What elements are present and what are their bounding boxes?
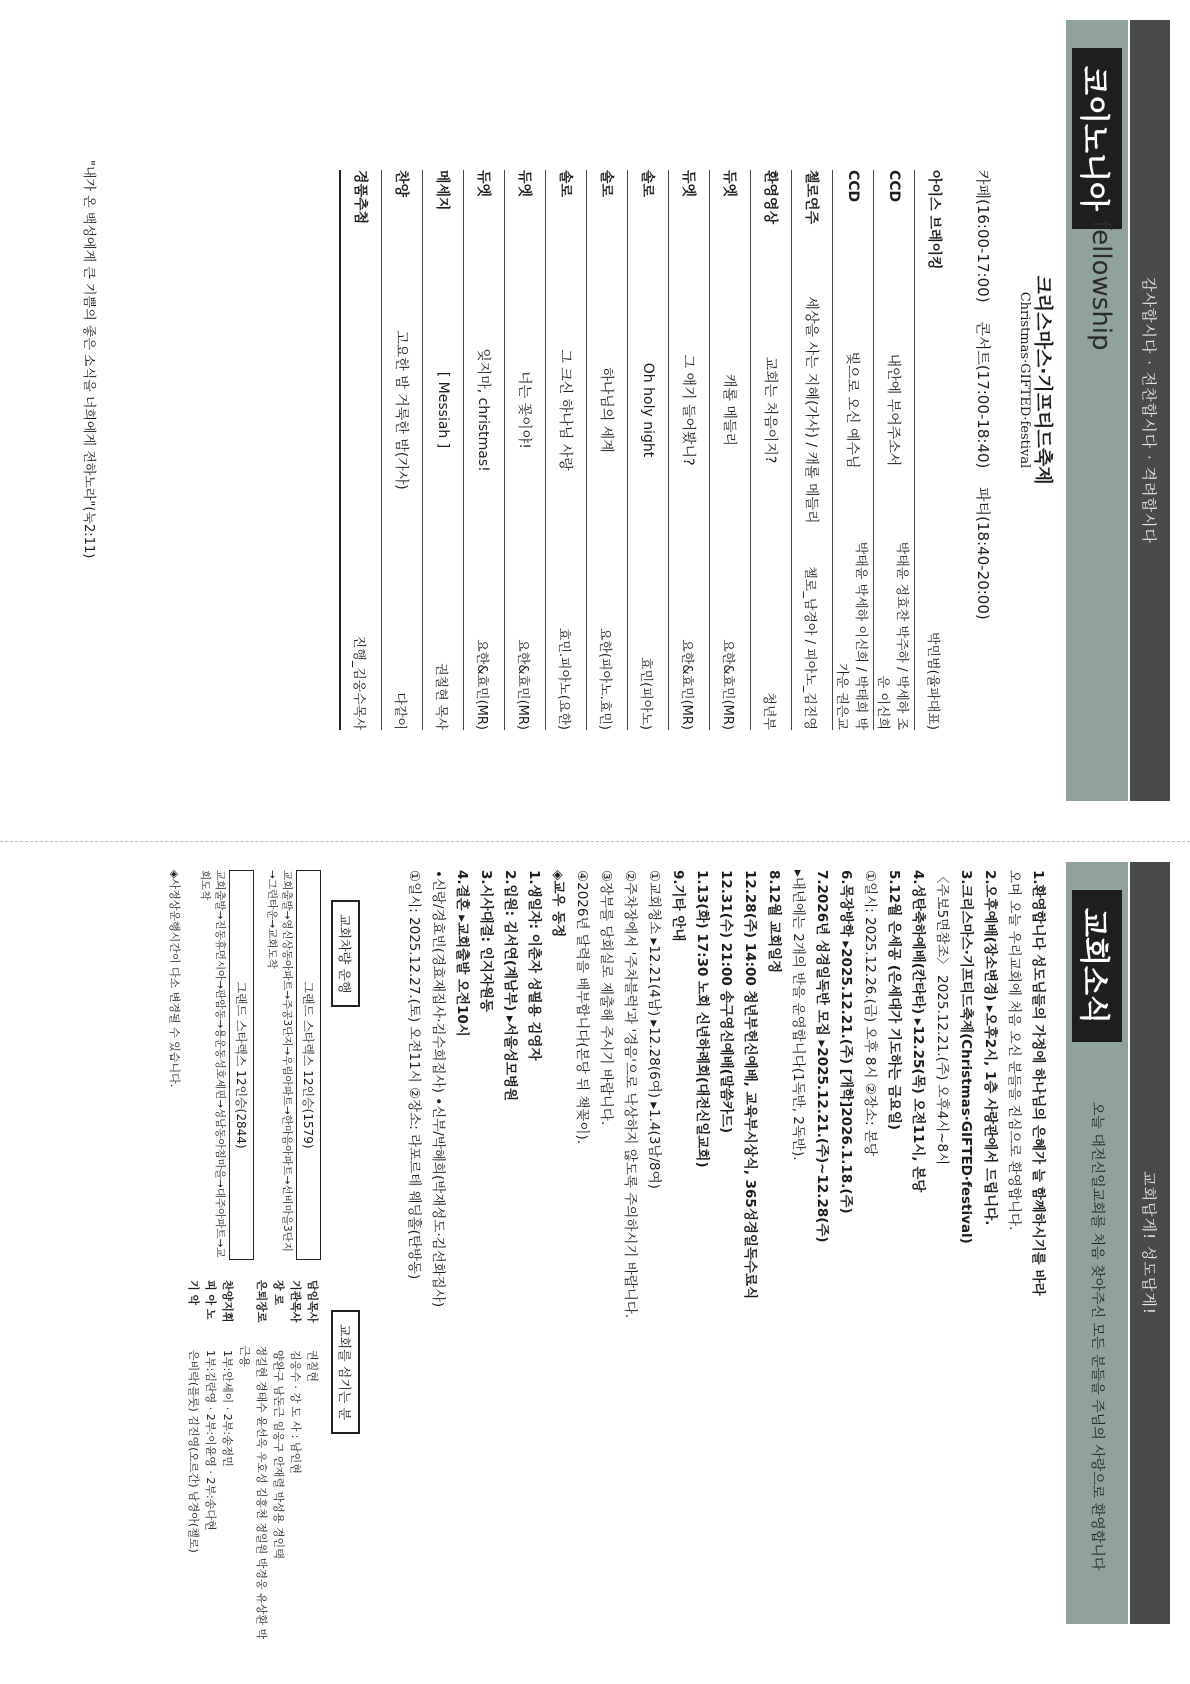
program-performer: 요한&효민(MR): [464, 540, 505, 730]
staff-row: [287, 1280, 304, 1640]
news-line: 2.오후예배(장소변경) ▸오후2시, 1층 사랑관에서 드립니다.: [982, 870, 998, 1226]
staff-row: [236, 1280, 270, 1640]
news-line: 2.입원: 김서연(계남부) ▸서울성모병원: [502, 870, 518, 1102]
program-row: [792, 170, 833, 730]
program-row: [915, 170, 956, 730]
program-item: 하나님의 세계: [587, 280, 628, 540]
staff-names: 김웅수 · 강 도 사 : 남인현: [289, 1350, 302, 1474]
news-line: 9.기타 안내: [670, 870, 686, 942]
staff-row: [304, 1280, 321, 1640]
program-item: 잊지마, christmas!: [464, 280, 505, 540]
program-item: 그 애기 들어봤니?: [669, 280, 710, 540]
program-performer: 박태윤 정효찬 박주하 / 박세하 조 운 이신희: [874, 540, 915, 730]
program-times: [973, 170, 994, 634]
program-type: 아이스 브레이킹: [915, 170, 956, 280]
program-item: [340, 280, 382, 540]
time-concert: 콘서트(17:00-18:40): [974, 321, 992, 469]
program-row: [587, 170, 628, 730]
program-performer: 요한(피아노.효민): [587, 540, 628, 730]
top-banner: 감사합시다 · 전찬합시다 · 격려합시다: [1130, 20, 1170, 801]
news-line: 〈주보5면참조〉 2025.12.21.(주) 오후4시~8시: [934, 870, 950, 1166]
program-item: Oh holy night: [628, 280, 669, 540]
program-type: 솔로: [587, 170, 628, 280]
news-line: 1.13(화) 17:30 노회 신년하례회(대전신일교회): [694, 870, 710, 1168]
staff-names: 1부:안세이 · 2부:송정민: [221, 1350, 234, 1467]
program-item: 빛으로 오신 예수님: [833, 280, 874, 540]
program-item: 캐롤 메들리: [710, 280, 751, 540]
program-item: 교회는 처음이지?: [751, 280, 792, 540]
section-subtitle: 오늘 대전신일교회를 처음 찾아주신 모든 분들을 주님의 사랑으로 환영합니다: [1089, 1102, 1105, 1571]
news-line: ④2026년 달력을 배부합니다(본당 뒤 책꽂이).: [574, 870, 590, 1145]
news-line: 4.결혼 ▸교회출발 오전10시: [454, 870, 470, 1037]
program-type: CCD: [874, 170, 915, 280]
program-performer: 박민범(율파대표): [915, 540, 956, 730]
news-line: 12.28(주) 14:00 청년부헌신예배, 교육부시상식, 365성경일독수료식: [742, 870, 758, 1300]
program-item: 세상을 사는 지혜(가사) / 캐롤 메들리: [792, 280, 833, 540]
program-performer: 다같이: [382, 540, 423, 730]
top-banner: 교회답게! 성도답게!: [1130, 862, 1170, 1624]
news-line: 6.목장방학 ▸2025.12.21.(주) [개학]2026.1.18.(주): [838, 870, 854, 1214]
program-performer: 요한&효민(MR): [505, 540, 546, 730]
staff-role: 장 로: [272, 1280, 285, 1306]
staff-names: 은비락(플룻) 김진영(오르간) 남경아(첼로): [187, 1350, 200, 1553]
program-type: 첼로연주: [792, 170, 833, 280]
staff-title: 교회를 섬기는 분: [331, 1310, 360, 1434]
time-cafe: 카페(16:00-17:00): [974, 170, 992, 303]
program-performer: 청년부: [751, 540, 792, 730]
program-type: 솔로: [546, 170, 587, 280]
news-line: 5.12월 은세공 (은세대가 기도하는 금요일): [886, 870, 902, 1131]
program-performer: 권칠현 목사: [423, 540, 464, 730]
staff-row: [185, 1280, 202, 1640]
news-line: ③장부를 당회실로 제출해 주시기 바랍니다.: [598, 870, 614, 1126]
news-line: 3.크리스마스·기프티드축제(Christmas·GIFTED·festival): [958, 870, 974, 1244]
program-item: [915, 280, 956, 540]
staff-role: 찬양지휘: [221, 1280, 234, 1323]
bus-1: 그랜드 스타렉스 12인승(1579): [296, 870, 321, 1260]
news-line: ◈교우 동정: [550, 870, 566, 938]
program-item: 고요한 밤 거룩한 밤(가사): [382, 280, 423, 540]
staff-role: 은퇴장로: [255, 1280, 268, 1323]
bus-note: ◈사정상운행시간이 다소 변경될 수 있습니다.: [168, 870, 181, 1088]
program-type: CCD: [833, 170, 874, 280]
staff-row: [202, 1280, 219, 1640]
news-line: ▸내년에는 2개의 반을 운영합니다(1독반, 2독반).: [790, 870, 806, 1161]
staff-names: 정길현 경태수 윤선옥 우호성 김홍천 정일원 박경웅 유상환 박근용: [238, 1345, 268, 1640]
program-row: [874, 170, 915, 730]
program-type: 환영영상: [751, 170, 792, 280]
news-line: ①일시: 2025.12.27.(토) 오전11시 ②장소: 라포르테 웨딩홀(탄방동): [406, 870, 422, 1280]
program-type: 듀엣: [710, 170, 751, 280]
news-line: 오며 오늘 우리교회에 처음 오신 분들을 진심으로 환영합니다.: [1006, 870, 1022, 1231]
section-header: [1066, 862, 1128, 1624]
news-list: [402, 870, 1050, 1630]
program-item: [ Messiah ]: [423, 280, 464, 540]
staff-role: 기관목사: [289, 1280, 302, 1323]
bus-1-route: 교회출발→영신상동아파트→주공3단지→우림아파트→한마음아파트→선비마을3단지→그린타운→교회도착: [266, 870, 293, 1252]
section-badge: 코이노니아: [1072, 48, 1122, 229]
staff-names: 양완구 남돈근 임웅구 안재렬 박성용 경인택: [272, 1350, 285, 1559]
program-item: 내안에 부어주소서: [874, 280, 915, 540]
news-line: 8.12월 교회일정: [766, 870, 782, 974]
news-line: 1.생일자: 이춘자 성필용 김영자: [526, 870, 542, 1061]
program-type: 솔로: [628, 170, 669, 280]
staff-role: 담임목사: [306, 1280, 319, 1323]
news-line: •신랑/경효빈(경효재집사·김수희집사) •신부/박혜희(박재성도·김선화집사): [430, 870, 446, 1308]
program-row: [628, 170, 669, 730]
program-row: [505, 170, 546, 730]
news-line: ①일시: 2025.12.26.(금) 오후 8시 ②장소: 본당: [862, 870, 878, 1156]
program-row: [833, 170, 874, 730]
staff-list: [185, 1280, 360, 1640]
program-item: 너는 꽃이야!: [505, 280, 546, 540]
section-subtitle: fellowship: [1086, 220, 1116, 351]
news-line: 12.31(수) 21:00 송구영신예배(말씀카드): [718, 870, 734, 1134]
program-type: 찬양: [382, 170, 423, 280]
program-type: 메세지: [423, 170, 464, 280]
program-row: [340, 170, 382, 730]
staff-row: [270, 1280, 287, 1640]
program-performer: 요한&효민(MR): [669, 540, 710, 730]
program-performer: 박태윤 박세하 이신희 / 박태희 박가운 권은교: [833, 540, 874, 730]
program-row: [546, 170, 587, 730]
program-table: [339, 170, 955, 730]
program-row: [464, 170, 505, 730]
bottom-info: [30, 870, 360, 1650]
news-line: 4.성탄축하예배(칸타타) ▸12.25(목) 오전11시, 본당: [910, 870, 926, 1193]
news-line: 1.환영합니다 성도님들의 가정에 하나님의 은혜가 늘 함께하시기를 바라: [1030, 870, 1046, 1296]
program-performer: 효민.피아노(요한): [546, 540, 587, 730]
news-line: 3.시사대결: 인지자원동: [478, 870, 494, 1012]
program-title: 크리스마스·기프티드축제: [1032, 275, 1054, 485]
time-party: 파티(18:40-20:00): [974, 487, 992, 620]
program-type: 듀엣: [669, 170, 710, 280]
bus-title: 교회차량 운행: [331, 900, 360, 1007]
bus-schedule: [167, 870, 360, 1260]
bus-2-route: 교회출발→진동휴먼시아→판암동→용운동성호세핀→성남동아침마을→대주아파트→교회도착: [199, 870, 226, 1258]
program-type: 듀엣: [464, 170, 505, 280]
staff-names: 권칠현: [306, 1350, 319, 1382]
program-item: 그 크신 하나님 사랑: [546, 280, 587, 540]
program-performer: 첼로_남경아 / 피아노_김진영: [792, 540, 833, 730]
program-row: [710, 170, 751, 730]
program-row: [423, 170, 464, 730]
section-header: [1066, 20, 1128, 801]
section-badge: 교회소식: [1072, 890, 1122, 1042]
program-type: 경품추첨: [340, 170, 382, 280]
program-subtitle: Christmas·GIFTED·festival: [1017, 291, 1032, 469]
program-type: 듀엣: [505, 170, 546, 280]
program-performer: 요한&효민(MR): [710, 540, 751, 730]
staff-role: 기 악: [187, 1280, 200, 1306]
program-row: [669, 170, 710, 730]
staff-row: [219, 1280, 236, 1640]
program-performer: 진행_김웅수목사: [340, 540, 382, 730]
bus-2: 그랜드 스타렉스 12인승(2844): [229, 870, 254, 1260]
news-line: 7.2026년 성경일독반 모집 ▸2025.12.21.(주)~12.28(주): [814, 870, 830, 1243]
program-performer: 효민(피아노): [628, 540, 669, 730]
program-row: [382, 170, 423, 730]
news-line: ①교회청소 ▸12.21(4남) ▸12.28(6여) ▸1.4(3남/8여): [646, 870, 662, 1189]
staff-role: 피 아 노: [204, 1280, 217, 1320]
news-line: ②주차장에서 '주차블럭'과 '경음'으로 낙상하지 않도록 주의하시기 바랍니다.: [622, 870, 638, 1319]
church-news-panel: [0, 842, 1190, 1684]
program-row: [751, 170, 792, 730]
scripture-footer: "내가 온 백성에게 큰 기쁨의 좋은 소식을 너희에게 전하노라"(눅2:11): [81, 160, 96, 559]
staff-names: 1부:김란영 · 2부:이윤영 · 2부:송다현: [204, 1350, 217, 1531]
